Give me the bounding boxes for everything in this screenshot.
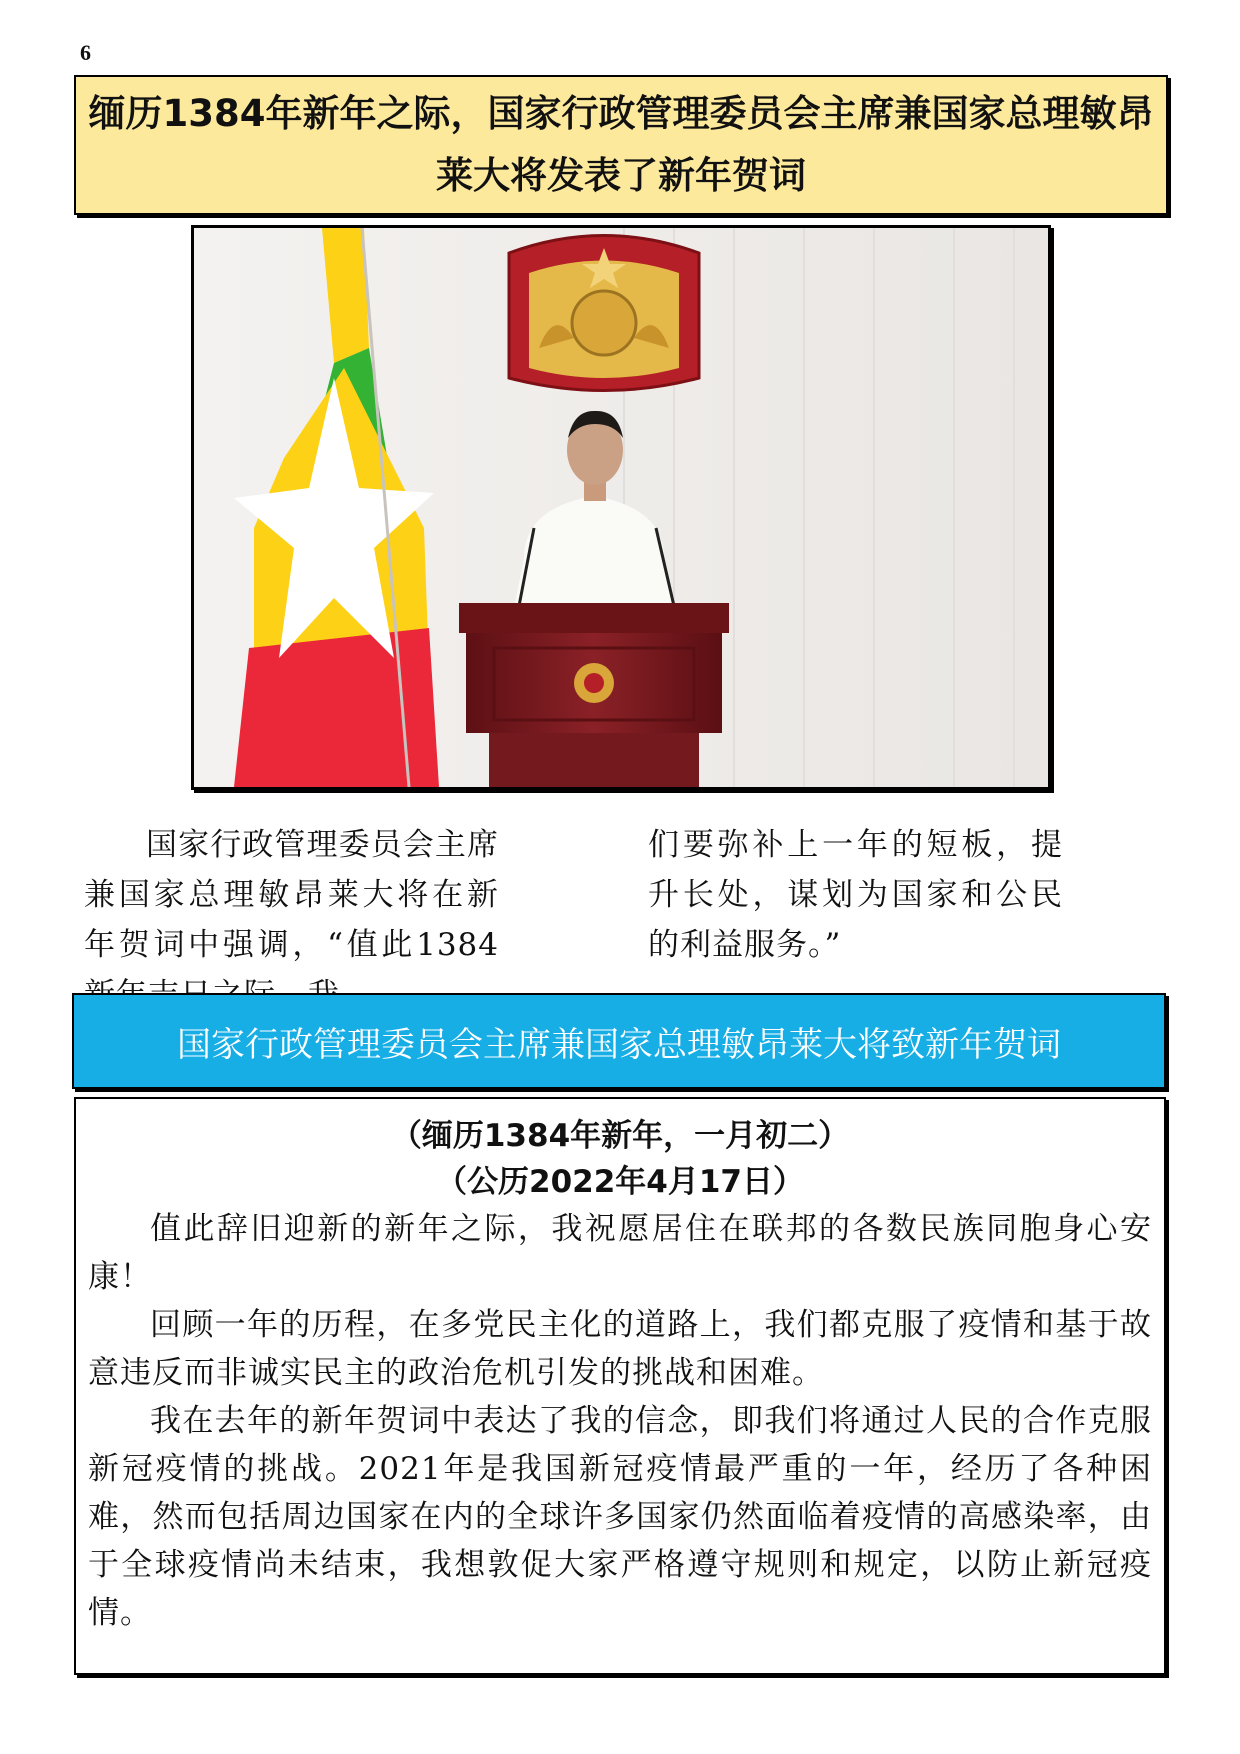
speech-paragraph: 回顾一年的历程，在多党民主化的道路上，我们都克服了疫情和基于故意违反而非诚实民主的政治危机引发的挑战和困难。 [88,1307,1152,1391]
headline-line-2: 莱大将发表了新年贺词 [436,154,806,197]
speech-paragraph: 值此辞旧迎新的新年之际，我祝愿居住在联邦的各数民族同胞身心安康！ [88,1211,1152,1295]
headline-box [74,75,1168,215]
speech-box [74,1097,1166,1675]
intro-text-right: 们要弥补上一年的短板，提升长处，谋划为国家和公民的利益服务。” [648,827,1063,963]
intro-text-left: 国家行政管理委员会主席兼国家总理敏昂莱大将在新年贺词中强调，“值此1384 [84,827,499,963]
photo-speech-podium-icon [194,228,1048,787]
news-photo [191,225,1051,790]
state-emblem-icon [509,236,699,391]
speech-title: 国家行政管理委员会主席兼国家总理敏昂莱大将致新年贺词 [177,1024,1061,1065]
speech-title-banner [72,993,1166,1089]
date-gregorian: （公历2022年4月17日） [436,1164,804,1200]
speech-paragraph: 我在去年的新年贺词中表达了我的信念，即我们将通过人民的合作克服新冠疫情的挑战。2021年是我国新冠疫情最严重的一年，经历了各种困难，然而包括周边国家在内的全球许多国家仍然面临着疫情的高感染率，由于全球疫情尚未结束，我想敦促大家严格遵守规则和规定，以防止新冠疫情。 [88,1403,1152,1631]
headline-line-1: 缅历1384年新年之际，国家行政管理委员会主席兼国家总理敏昂 [88,92,1154,135]
page-number: 6 [80,40,91,65]
podium-icon [459,603,729,787]
date-myanmar: （缅历1384年新年，一月初二） [390,1118,850,1154]
